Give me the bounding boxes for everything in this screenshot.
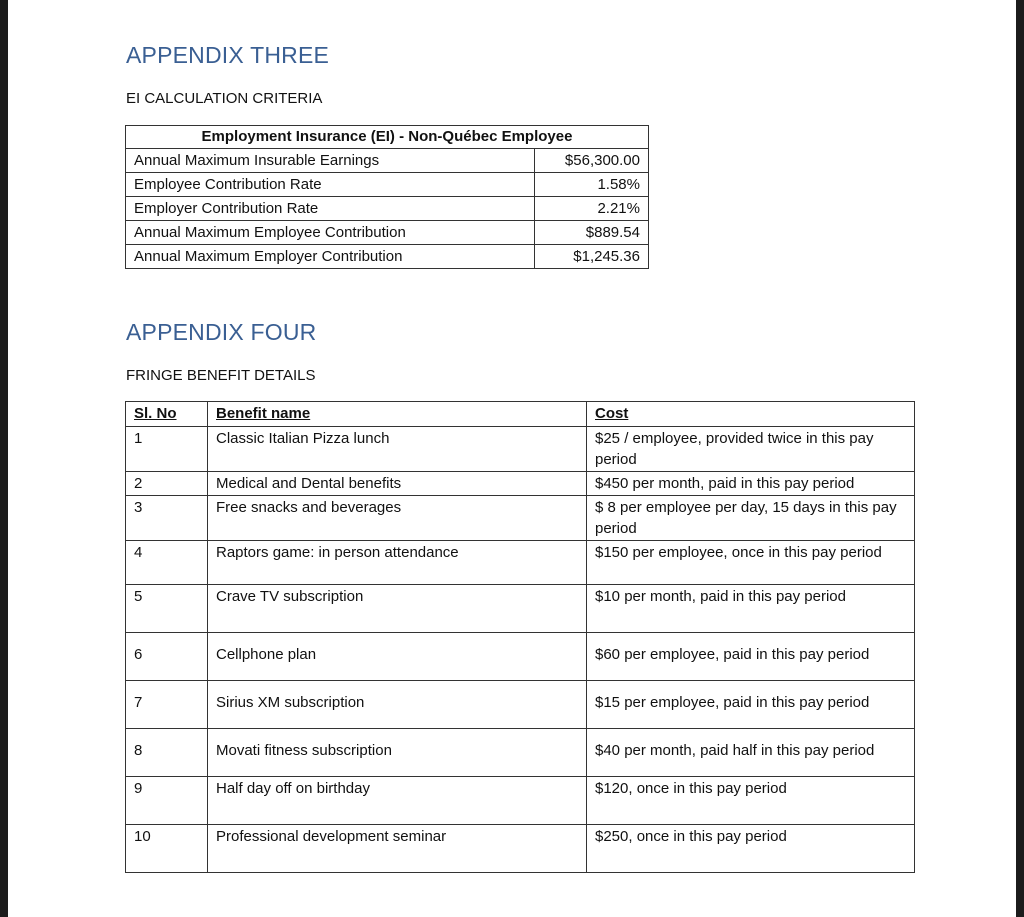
benefit-cost: $150 per employee, once in this pay period (587, 541, 915, 585)
appendix-four-subheading: FRINGE BENEFIT DETAILS (126, 367, 316, 384)
row-number: 3 (126, 496, 208, 541)
table-row (126, 825, 915, 873)
column-header-cost (587, 402, 915, 427)
benefit-cost: $450 per month, paid in this pay period (587, 472, 915, 496)
benefit-name: Half day off on birthday (208, 777, 587, 825)
row-number: 8 (126, 729, 208, 777)
ei-row-value: $1,245.36 (535, 245, 649, 269)
table-row (126, 173, 649, 197)
table-header-row (126, 402, 915, 427)
table-row (126, 427, 915, 472)
benefit-cost: $15 per employee, paid in this pay period (587, 681, 915, 729)
column-header-benefit-name (208, 402, 587, 427)
table-row (126, 197, 649, 221)
ei-row-label: Employee Contribution Rate (126, 173, 535, 197)
column-header-label: Benefit name (216, 405, 311, 422)
column-header-label: Cost (595, 405, 629, 422)
row-number: 6 (126, 633, 208, 681)
table-row (126, 777, 915, 825)
benefit-cost: $60 per employee, paid in this pay period (587, 633, 915, 681)
ei-row-value: $56,300.00 (535, 149, 649, 173)
benefit-name: Free snacks and beverages (208, 496, 587, 541)
table-row (126, 633, 915, 681)
benefit-name: Classic Italian Pizza lunch (208, 427, 587, 472)
benefit-cost: $40 per month, paid half in this pay period (587, 729, 915, 777)
row-number: 1 (126, 427, 208, 472)
benefit-name: Medical and Dental benefits (208, 472, 587, 496)
row-number: 9 (126, 777, 208, 825)
ei-table-title: Employment Insurance (EI) - Non-Québec Employee (126, 126, 649, 149)
table-row (126, 681, 915, 729)
benefit-cost: $25 / employee, provided twice in this pay period (587, 427, 915, 472)
table-row (126, 729, 915, 777)
row-number: 2 (126, 472, 208, 496)
table-row (126, 472, 915, 496)
benefit-cost: $120, once in this pay period (587, 777, 915, 825)
appendix-three-subheading: EI CALCULATION CRITERIA (126, 90, 323, 107)
ei-row-label: Annual Maximum Employer Contribution (126, 245, 535, 269)
ei-row-value: $889.54 (535, 221, 649, 245)
benefit-name: Cellphone plan (208, 633, 587, 681)
column-header-label: Sl. No (134, 405, 177, 422)
ei-row-value: 1.58% (535, 173, 649, 197)
benefit-name: Raptors game: in person attendance (208, 541, 587, 585)
table-row (126, 541, 915, 585)
row-number: 10 (126, 825, 208, 873)
table-row (126, 149, 649, 173)
appendix-three-heading: APPENDIX THREE (126, 42, 330, 68)
ei-row-label: Employer Contribution Rate (126, 197, 535, 221)
benefit-name: Professional development seminar (208, 825, 587, 873)
ei-criteria-table (125, 125, 649, 269)
row-number: 7 (126, 681, 208, 729)
table-row (126, 496, 915, 541)
row-number: 4 (126, 541, 208, 585)
benefit-cost: $ 8 per employee per day, 15 days in this pay period (587, 496, 915, 541)
benefit-cost: $250, once in this pay period (587, 825, 915, 873)
row-number: 5 (126, 585, 208, 633)
fringe-benefits-table (125, 401, 915, 873)
benefit-name: Movati fitness subscription (208, 729, 587, 777)
appendix-four-heading: APPENDIX FOUR (126, 319, 317, 345)
table-row (126, 245, 649, 269)
ei-row-label: Annual Maximum Employee Contribution (126, 221, 535, 245)
table-row (126, 221, 649, 245)
benefit-name: Sirius XM subscription (208, 681, 587, 729)
benefit-name: Crave TV subscription (208, 585, 587, 633)
column-header-sl-no (126, 402, 208, 427)
ei-row-value: 2.21% (535, 197, 649, 221)
document-page (8, 0, 1016, 917)
benefit-cost: $10 per month, paid in this pay period (587, 585, 915, 633)
table-row (126, 585, 915, 633)
ei-row-label: Annual Maximum Insurable Earnings (126, 149, 535, 173)
